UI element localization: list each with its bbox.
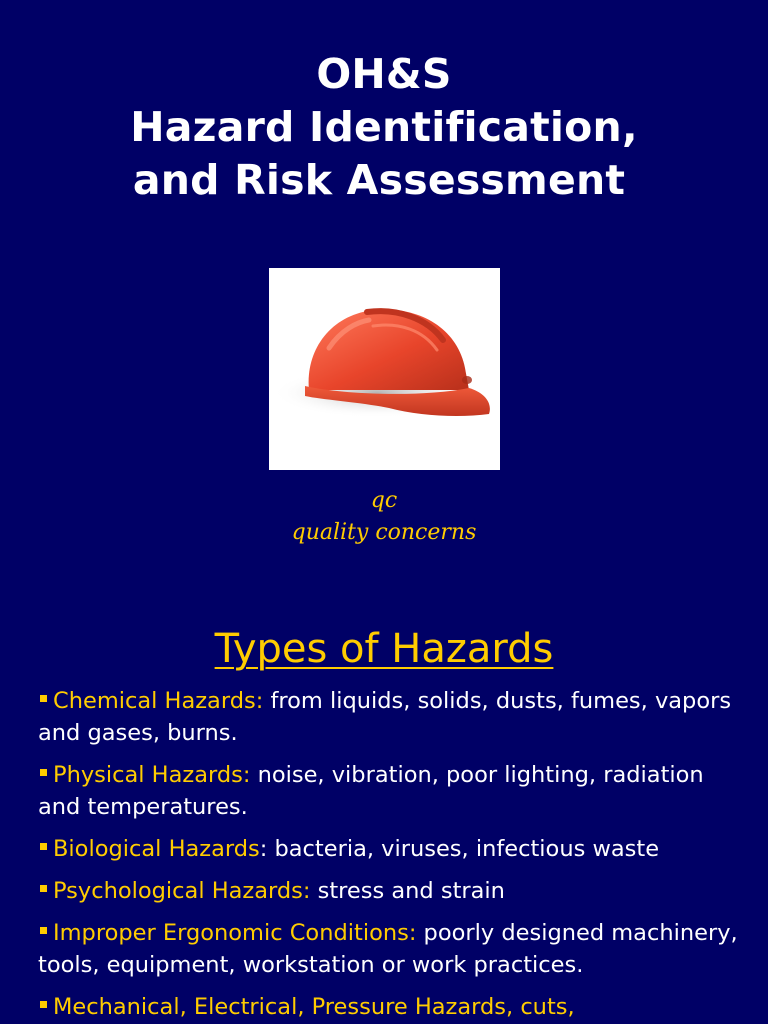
hazard-label: Chemical Hazards: — [53, 688, 264, 714]
hazard-description: poorly designed machinery, tools, equipment, workstation or work practices. — [38, 920, 738, 978]
heading-text: Types of Hazards — [214, 626, 554, 672]
bullet-icon — [40, 927, 47, 934]
hazard-label: Physical Hazards: — [53, 762, 251, 788]
caption-line-2: quality concerns — [291, 520, 477, 545]
title-line-3: and Risk Assessment — [132, 156, 626, 204]
caption-line-1: qc — [370, 488, 398, 513]
slide-title — [0, 48, 768, 207]
hazard-label: Biological Hazards — [53, 836, 260, 862]
title-line-2: Hazard Identification, — [130, 103, 638, 151]
hazard-description: stress and strain — [310, 878, 505, 904]
bullet-icon — [40, 885, 47, 892]
list-item — [38, 917, 750, 981]
hazard-description: : bacteria, viruses, infectious waste — [259, 836, 660, 862]
list-item — [38, 991, 750, 1023]
list-item — [38, 685, 750, 749]
list-item — [38, 833, 750, 865]
hard-hat-image — [269, 268, 500, 470]
list-item — [38, 759, 750, 823]
image-caption — [0, 485, 768, 549]
title-line-1: OH&S — [316, 50, 452, 98]
hazard-label: Mechanical, Electrical, Pressure Hazards, cuts, — [53, 994, 575, 1020]
hazard-description: noise, vibration, poor lighting, radiation and temperatures. — [38, 762, 704, 820]
list-item — [38, 875, 750, 907]
hard-hat-icon — [269, 268, 500, 470]
hazard-label: Improper Ergonomic Conditions: — [53, 920, 417, 946]
hazard-label: Psychological Hazards: — [53, 878, 311, 904]
section-heading — [0, 625, 768, 673]
hazard-types-slide — [0, 580, 768, 1024]
bullet-icon — [40, 1001, 47, 1008]
bullet-icon — [40, 769, 47, 776]
hazard-list — [38, 685, 750, 1024]
hazard-description: from liquids, solids, dusts, fumes, vapors and gases, burns. — [38, 688, 732, 746]
bullet-icon — [40, 843, 47, 850]
bullet-icon — [40, 695, 47, 702]
